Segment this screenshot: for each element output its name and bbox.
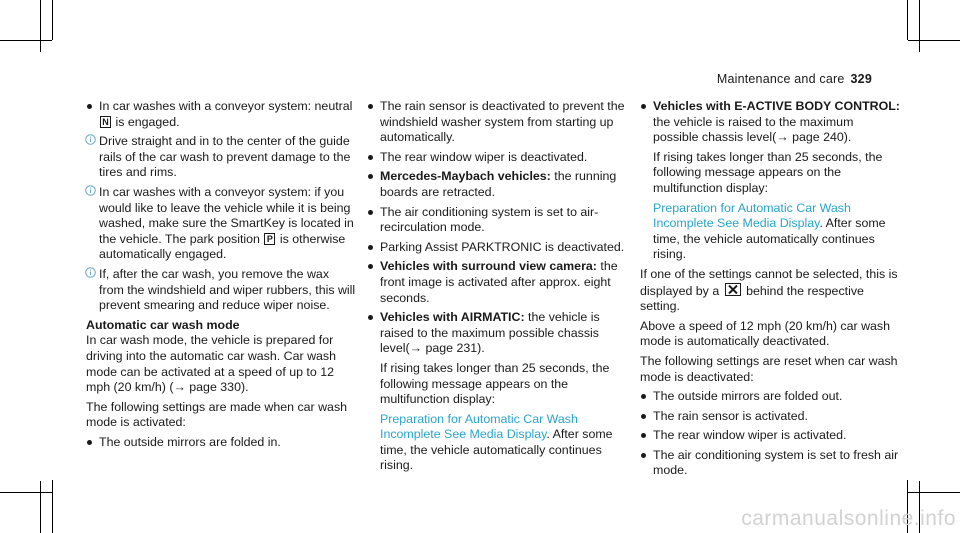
list-item: The rain sensor is activated. — [640, 409, 902, 425]
paragraph: If one of the settings cannot be selected, this is displayed by a behind the respective setting. — [640, 266, 898, 314]
watermark: carmanualsonline.info — [741, 507, 956, 530]
info-icon — [85, 134, 96, 145]
crop-mark — [52, 480, 53, 533]
page-header — [717, 72, 872, 86]
info-icon — [85, 185, 96, 196]
column-3 — [640, 99, 902, 483]
list-item: The air conditioning system is set to air-recirculation mode. — [367, 205, 629, 236]
info-icon — [85, 267, 96, 278]
list-item: The air conditioning system is set to fresh air mode. — [640, 448, 902, 479]
paragraph: In car wash mode, the vehicle is prepared for driving into the automatic car wash. Car wash mode can be activated at a speed of up to 12 mph (20 km/h) (→ page 330). — [86, 333, 336, 395]
display-message: Preparation for Automatic Car Wash Incomplete See Media Display. After some time, the vehicle automatically continues rising. — [380, 411, 613, 473]
list-item: Vehicles with surround view camera: the front image is activated after approx. eight seconds. — [367, 259, 629, 306]
list-item: The rear window wiper is deactivated. — [367, 150, 629, 166]
section-heading: Automatic car wash mode — [86, 317, 240, 332]
park-position-icon: P — [264, 233, 275, 245]
section-title: Maintenance and care — [716, 72, 845, 86]
crop-mark — [908, 40, 960, 41]
neutral-gear-icon: N — [100, 116, 111, 128]
column-2 — [367, 99, 629, 478]
crop-mark — [907, 0, 908, 40]
not-available-x-icon — [725, 283, 741, 296]
crop-mark — [0, 492, 52, 493]
paragraph: Above a speed of 12 mph (20 km/h) car wash mode is automatically deactivated. — [640, 318, 891, 349]
crop-mark — [0, 40, 52, 41]
crop-mark — [40, 481, 41, 533]
list-item: Parking Assist PARKTRONIC is deactivated. — [367, 240, 629, 256]
paragraph: If rising takes longer than 25 seconds, the following message appears on the multifunction display: — [380, 360, 610, 407]
list-item: The outside mirrors are folded out. — [640, 389, 902, 405]
note: Drive straight and in to the center of the guide rails of the car wash to prevent damage to the tires and rims. — [86, 134, 356, 181]
list-item: The outside mirrors are folded in. — [86, 435, 356, 451]
list-item: The rear window wiper is activated. — [640, 428, 902, 444]
list-item: In car washes with a conveyor system: neutral N is engaged. — [86, 99, 356, 130]
crop-mark — [40, 0, 41, 52]
list-item: Vehicles with AIRMATIC: the vehicle is raised to the maximum possible chassis level(→ page 231). — [367, 310, 629, 357]
paragraph: The following settings are made when car wash mode is activated: — [86, 399, 348, 430]
crop-mark — [908, 492, 960, 493]
crop-mark — [919, 0, 920, 52]
crop-mark — [52, 0, 53, 40]
list-item: The rain sensor is deactivated to prevent the windshield washer system from starting up automatically. — [367, 99, 629, 146]
page-number: 329 — [850, 72, 872, 86]
paragraph: If rising takes longer than 25 seconds, the following message appears on the multifunction display: — [653, 149, 883, 195]
note: If, after the car wash, you remove the wax from the windshield and wiper rubbers, this will prevent smearing and reduce wiper noise. — [86, 267, 356, 314]
list-item: Mercedes-Maybach vehicles: the running boards are retracted. — [367, 169, 629, 200]
column-1 — [86, 99, 356, 454]
note: In car washes with a conveyor system: if you would like to leave the vehicle while it is being washed, make sure the SmartKey is located in the vehicle. The park position P is otherwise automatically engaged. — [86, 185, 356, 263]
list-item: Vehicles with E-ACTIVE BODY CONTROL: the vehicle is raised to the maximum possible chassis level(→ page 240). — [640, 99, 902, 146]
paragraph: The following settings are reset when car wash mode is deactivated: — [640, 353, 898, 384]
display-message: Preparation for Automatic Car Wash Incomplete See Media Display. After some time, the vehicle automatically continues rising. — [653, 200, 886, 262]
